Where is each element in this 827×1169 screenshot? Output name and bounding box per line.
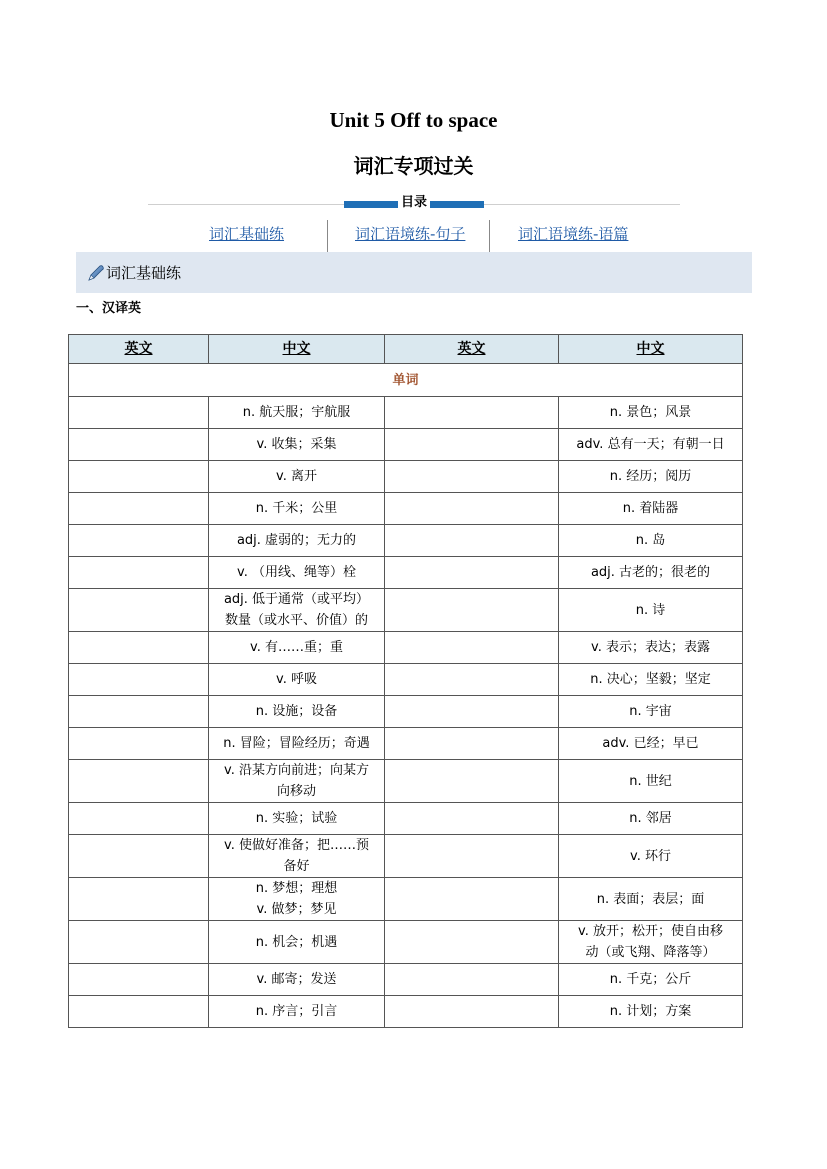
chinese-meaning-cell: adj. 低于通常（或平均） 数量（或水平、价值）的 [209, 589, 385, 632]
chinese-meaning-cell: n. 千克；公斤 [559, 964, 743, 996]
chinese-meaning-cell: n. 景色；风景 [559, 397, 743, 429]
english-answer-cell[interactable] [69, 878, 209, 921]
header-english: 英文 [385, 335, 559, 364]
chinese-meaning-cell: v. 收集；采集 [209, 429, 385, 461]
english-answer-cell[interactable] [385, 557, 559, 589]
header-english: 英文 [69, 335, 209, 364]
english-answer-cell[interactable] [69, 696, 209, 728]
document-title: Unit 5 Off to space [329, 108, 498, 132]
english-answer-cell[interactable] [385, 429, 559, 461]
chinese-meaning-cell: v. 有……重；重 [209, 632, 385, 664]
chinese-meaning-cell: v. 环行 [559, 835, 743, 878]
chinese-meaning-cell: n. 经历；阅历 [559, 461, 743, 493]
english-answer-cell[interactable] [69, 397, 209, 429]
toc-label: 目录 [398, 194, 430, 212]
table-row [69, 921, 743, 964]
chinese-meaning-cell: n. 表面；表层；面 [559, 878, 743, 921]
chinese-meaning-cell: n. 机会；机遇 [209, 921, 385, 964]
table-header-row [69, 335, 743, 364]
english-answer-cell[interactable] [69, 835, 209, 878]
english-answer-cell[interactable] [385, 803, 559, 835]
chinese-meaning-cell: v. （用线、绳等）栓 [209, 557, 385, 589]
toc-separator [327, 220, 328, 252]
table-row [69, 728, 743, 760]
section-header [76, 252, 752, 293]
chinese-meaning-cell: n. 梦想；理想 v. 做梦；梦见 [209, 878, 385, 921]
chinese-meaning-cell: v. 放开；松开；使自由移 动（或飞翔、降落等） [559, 921, 743, 964]
chinese-meaning-cell: n. 序言；引言 [209, 996, 385, 1028]
table-row [69, 878, 743, 921]
english-answer-cell[interactable] [69, 557, 209, 589]
table-row [69, 996, 743, 1028]
english-answer-cell[interactable] [69, 728, 209, 760]
chinese-meaning-cell: n. 诗 [559, 589, 743, 632]
table-row [69, 461, 743, 493]
english-answer-cell[interactable] [385, 996, 559, 1028]
chinese-meaning-cell: n. 冒险；冒险经历；奇遇 [209, 728, 385, 760]
exercise-heading: 一、汉译英 [76, 301, 142, 316]
english-answer-cell[interactable] [69, 664, 209, 696]
english-answer-cell[interactable] [385, 461, 559, 493]
toc-link-passage[interactable]: 词汇语境练-语篇 [518, 225, 629, 243]
table-row [69, 835, 743, 878]
table-row [69, 493, 743, 525]
toc-bar-right [430, 201, 484, 208]
toc-bar-left [344, 201, 398, 208]
chinese-meaning-cell: n. 实验；试验 [209, 803, 385, 835]
vocabulary-table [68, 334, 743, 1028]
chinese-meaning-cell: v. 沿某方向前进；向某方 向移动 [209, 760, 385, 803]
english-answer-cell[interactable] [69, 964, 209, 996]
english-answer-cell[interactable] [385, 397, 559, 429]
english-answer-cell[interactable] [69, 525, 209, 557]
chinese-meaning-cell: v. 使做好准备；把……预 备好 [209, 835, 385, 878]
english-answer-cell[interactable] [69, 493, 209, 525]
toc-link-basic[interactable]: 词汇基础练 [209, 225, 285, 243]
table-row [69, 397, 743, 429]
chinese-meaning-cell: n. 世纪 [559, 760, 743, 803]
section-heading: 词汇基础练 [106, 264, 182, 282]
english-answer-cell[interactable] [385, 664, 559, 696]
english-answer-cell[interactable] [69, 429, 209, 461]
toc-separator [489, 220, 490, 252]
english-answer-cell[interactable] [69, 803, 209, 835]
header-chinese: 中文 [209, 335, 385, 364]
document-subtitle: 词汇专项过关 [353, 154, 474, 178]
english-answer-cell[interactable] [385, 589, 559, 632]
english-answer-cell[interactable] [69, 921, 209, 964]
chinese-meaning-cell: n. 计划；方案 [559, 996, 743, 1028]
toc-link-sentence[interactable]: 词汇语境练-句子 [355, 225, 466, 243]
english-answer-cell[interactable] [385, 878, 559, 921]
english-answer-cell[interactable] [69, 461, 209, 493]
english-answer-cell[interactable] [69, 760, 209, 803]
table-row [69, 429, 743, 461]
english-answer-cell[interactable] [385, 696, 559, 728]
english-answer-cell[interactable] [385, 525, 559, 557]
english-answer-cell[interactable] [385, 632, 559, 664]
table-row [69, 696, 743, 728]
table-row [69, 664, 743, 696]
english-answer-cell[interactable] [385, 921, 559, 964]
pencil-icon [86, 263, 106, 283]
english-answer-cell[interactable] [69, 632, 209, 664]
table-row [69, 803, 743, 835]
table-row [69, 557, 743, 589]
english-answer-cell[interactable] [69, 589, 209, 632]
english-answer-cell[interactable] [385, 835, 559, 878]
table-row [69, 589, 743, 632]
chinese-meaning-cell: adj. 古老的；很老的 [559, 557, 743, 589]
chinese-meaning-cell: adj. 虚弱的；无力的 [209, 525, 385, 557]
chinese-meaning-cell: adv. 已经；早已 [559, 728, 743, 760]
chinese-meaning-cell: n. 着陆器 [559, 493, 743, 525]
english-answer-cell[interactable] [385, 728, 559, 760]
table-row [69, 964, 743, 996]
chinese-meaning-cell: v. 邮寄；发送 [209, 964, 385, 996]
chinese-meaning-cell: n. 千米；公里 [209, 493, 385, 525]
chinese-meaning-cell: n. 决心；坚毅；坚定 [559, 664, 743, 696]
english-answer-cell[interactable] [385, 760, 559, 803]
english-answer-cell[interactable] [385, 964, 559, 996]
toc-links [0, 220, 827, 252]
english-answer-cell[interactable] [385, 493, 559, 525]
chinese-meaning-cell: n. 宇宙 [559, 696, 743, 728]
chinese-meaning-cell: n. 邻居 [559, 803, 743, 835]
section-label: 单词 [69, 364, 743, 397]
table-row [69, 632, 743, 664]
table-row [69, 760, 743, 803]
chinese-meaning-cell: v. 表示；表达；表露 [559, 632, 743, 664]
chinese-meaning-cell: v. 呼吸 [209, 664, 385, 696]
table-section-row [69, 364, 743, 397]
english-answer-cell[interactable] [69, 996, 209, 1028]
chinese-meaning-cell: n. 设施；设备 [209, 696, 385, 728]
chinese-meaning-cell: n. 岛 [559, 525, 743, 557]
table-row [69, 525, 743, 557]
chinese-meaning-cell: adv. 总有一天；有朝一日 [559, 429, 743, 461]
chinese-meaning-cell: n. 航天服；宇航服 [209, 397, 385, 429]
header-chinese: 中文 [559, 335, 743, 364]
chinese-meaning-cell: v. 离开 [209, 461, 385, 493]
